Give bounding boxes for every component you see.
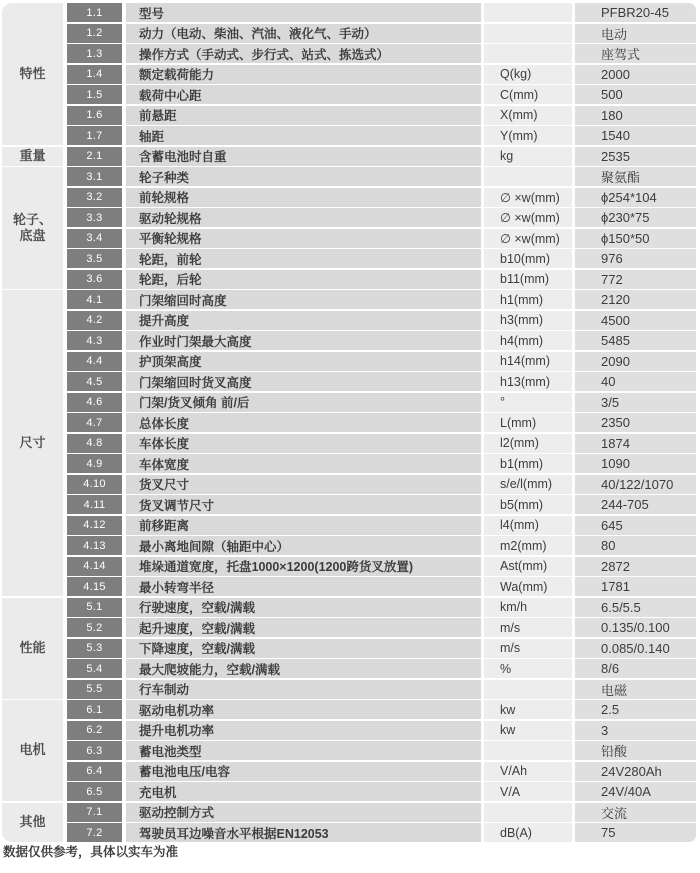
row-desc-cell: 车体长度 (126, 434, 481, 453)
table-row (67, 721, 696, 740)
row-desc-cell: 下降速度，空载/满载 (126, 639, 481, 658)
row-number-cell: 1.1 (67, 3, 122, 22)
row-unit-cell: ∅ ×w(mm) (484, 229, 572, 248)
row-value-cell: 4500 (575, 311, 696, 330)
row-desc-cell: 平衡轮规格 (126, 229, 481, 248)
row-desc-cell: 轴距 (126, 126, 481, 145)
row-number-cell: 4.15 (67, 577, 122, 596)
row-value-cell: ϕ150*50 (575, 229, 696, 248)
category-cell: 电机 (2, 700, 63, 801)
table-row (67, 147, 696, 166)
table-row (67, 331, 696, 350)
row-value-cell: 3/5 (575, 393, 696, 412)
table-row (67, 3, 696, 22)
table-row (67, 516, 696, 535)
row-unit-cell: X(mm) (484, 106, 572, 125)
row-number-cell: 4.6 (67, 393, 122, 412)
table-row (67, 495, 696, 514)
row-value-cell: 2.5 (575, 700, 696, 719)
row-number-cell: 4.3 (67, 331, 122, 350)
table-row (67, 680, 696, 699)
category-cell: 其他 (2, 803, 63, 843)
row-unit-cell (484, 3, 572, 22)
row-number-cell: 3.2 (67, 188, 122, 207)
spec-section (2, 290, 696, 596)
row-unit-cell (484, 44, 572, 63)
section-rows (67, 290, 696, 596)
table-row (67, 106, 696, 125)
row-unit-cell: V/Ah (484, 762, 572, 781)
row-value-cell: 5485 (575, 331, 696, 350)
row-number-cell: 1.2 (67, 24, 122, 43)
row-number-cell: 1.6 (67, 106, 122, 125)
table-row (67, 413, 696, 432)
section-rows (67, 803, 696, 843)
row-number-cell: 4.10 (67, 475, 122, 494)
table-row (67, 44, 696, 63)
row-value-cell: 2120 (575, 290, 696, 309)
table-row (67, 311, 696, 330)
row-value-cell: 24V/40A (575, 782, 696, 801)
row-value-cell: 645 (575, 516, 696, 535)
row-desc-cell: 轮距，前轮 (126, 249, 481, 268)
row-unit-cell: l4(mm) (484, 516, 572, 535)
row-value-cell: 座驾式 (575, 44, 696, 63)
row-unit-cell: Q(kg) (484, 65, 572, 84)
row-number-cell: 6.4 (67, 762, 122, 781)
row-unit-cell: l2(mm) (484, 434, 572, 453)
row-unit-cell: Ast(mm) (484, 557, 572, 576)
table-row (67, 803, 696, 822)
table-row (67, 659, 696, 678)
row-unit-cell: h3(mm) (484, 311, 572, 330)
row-number-cell: 2.1 (67, 147, 122, 166)
row-desc-cell: 总体长度 (126, 413, 481, 432)
row-desc-cell: 驾驶员耳边噪音水平根据EN12053 (126, 823, 481, 842)
table-row (67, 762, 696, 781)
row-value-cell: ϕ230*75 (575, 208, 696, 227)
row-number-cell: 3.1 (67, 167, 122, 186)
row-number-cell: 6.2 (67, 721, 122, 740)
row-unit-cell: ∅ ×w(mm) (484, 208, 572, 227)
row-desc-cell: 前轮规格 (126, 188, 481, 207)
row-unit-cell: C(mm) (484, 85, 572, 104)
table-row (67, 639, 696, 658)
row-number-cell: 4.4 (67, 352, 122, 371)
row-number-cell: 5.5 (67, 680, 122, 699)
row-value-cell: 2535 (575, 147, 696, 166)
row-desc-cell: 行车制动 (126, 680, 481, 699)
row-number-cell: 3.6 (67, 270, 122, 289)
row-value-cell: 交流 (575, 803, 696, 822)
row-desc-cell: 行驶速度，空载/满载 (126, 598, 481, 617)
row-value-cell: 40 (575, 372, 696, 391)
section-rows (67, 598, 696, 699)
table-row (67, 434, 696, 453)
row-value-cell: 40/122/1070 (575, 475, 696, 494)
row-desc-cell: 门架/货叉倾角 前/后 (126, 393, 481, 412)
row-value-cell: 500 (575, 85, 696, 104)
table-row (67, 352, 696, 371)
table-row (67, 393, 696, 412)
table-row (67, 188, 696, 207)
row-number-cell: 1.5 (67, 85, 122, 104)
row-unit-cell: L(mm) (484, 413, 572, 432)
table-row (67, 126, 696, 145)
row-number-cell: 4.8 (67, 434, 122, 453)
row-number-cell: 7.1 (67, 803, 122, 822)
row-unit-cell: h1(mm) (484, 290, 572, 309)
row-number-cell: 6.1 (67, 700, 122, 719)
row-value-cell: 180 (575, 106, 696, 125)
row-unit-cell (484, 741, 572, 760)
row-value-cell: 2090 (575, 352, 696, 371)
row-number-cell: 4.5 (67, 372, 122, 391)
category-cell: 尺寸 (2, 290, 63, 596)
table-row (67, 229, 696, 248)
table-row (67, 823, 696, 842)
section-rows (67, 700, 696, 801)
row-desc-cell: 轮子种类 (126, 167, 481, 186)
row-unit-cell: h4(mm) (484, 331, 572, 350)
row-number-cell: 3.3 (67, 208, 122, 227)
row-value-cell: 1781 (575, 577, 696, 596)
table-row (67, 65, 696, 84)
row-desc-cell: 含蓄电池时自重 (126, 147, 481, 166)
row-unit-cell: Y(mm) (484, 126, 572, 145)
table-row (67, 577, 696, 596)
spec-section (2, 598, 696, 699)
row-unit-cell: b10(mm) (484, 249, 572, 268)
row-desc-cell: 车体宽度 (126, 454, 481, 473)
row-number-cell: 4.2 (67, 311, 122, 330)
table-row (67, 24, 696, 43)
row-desc-cell: 提升高度 (126, 311, 481, 330)
row-number-cell: 4.14 (67, 557, 122, 576)
row-number-cell: 4.9 (67, 454, 122, 473)
row-unit-cell: s/e/l(mm) (484, 475, 572, 494)
row-unit-cell: kg (484, 147, 572, 166)
row-number-cell: 4.12 (67, 516, 122, 535)
row-desc-cell: 门架缩回时货叉高度 (126, 372, 481, 391)
row-value-cell: 80 (575, 536, 696, 555)
table-row (67, 85, 696, 104)
row-unit-cell (484, 680, 572, 699)
row-unit-cell: b11(mm) (484, 270, 572, 289)
row-desc-cell: 型号 (126, 3, 481, 22)
row-unit-cell: b1(mm) (484, 454, 572, 473)
row-value-cell: 772 (575, 270, 696, 289)
row-unit-cell: m/s (484, 639, 572, 658)
row-number-cell: 6.5 (67, 782, 122, 801)
row-value-cell: 75 (575, 823, 696, 842)
row-desc-cell: 蓄电池类型 (126, 741, 481, 760)
table-row (67, 167, 696, 186)
row-desc-cell: 驱动控制方式 (126, 803, 481, 822)
row-desc-cell: 护顶架高度 (126, 352, 481, 371)
spec-section (2, 167, 696, 289)
row-value-cell: 976 (575, 249, 696, 268)
row-desc-cell: 操作方式（手动式、步行式、站式、拣选式） (126, 44, 481, 63)
row-desc-cell: 起升速度，空载/满载 (126, 618, 481, 637)
table-row (67, 249, 696, 268)
table-row (67, 618, 696, 637)
row-value-cell: 电动 (575, 24, 696, 43)
row-number-cell: 1.7 (67, 126, 122, 145)
row-unit-cell: V/A (484, 782, 572, 801)
row-value-cell: 0.085/0.140 (575, 639, 696, 658)
row-value-cell: 8/6 (575, 659, 696, 678)
row-desc-cell: 驱动轮规格 (126, 208, 481, 227)
row-number-cell: 6.3 (67, 741, 122, 760)
category-cell: 性能 (2, 598, 63, 699)
row-unit-cell: km/h (484, 598, 572, 617)
spec-table (2, 3, 696, 844)
spec-section (2, 700, 696, 801)
row-desc-cell: 货叉调节尺寸 (126, 495, 481, 514)
row-number-cell: 5.2 (67, 618, 122, 637)
row-unit-cell (484, 803, 572, 822)
row-unit-cell: % (484, 659, 572, 678)
row-number-cell: 4.1 (67, 290, 122, 309)
row-value-cell: 244-705 (575, 495, 696, 514)
row-value-cell: 铅酸 (575, 741, 696, 760)
row-unit-cell: h13(mm) (484, 372, 572, 391)
row-value-cell: 1540 (575, 126, 696, 145)
row-number-cell: 1.4 (67, 65, 122, 84)
row-unit-cell: m2(mm) (484, 536, 572, 555)
row-desc-cell: 最小转弯半径 (126, 577, 481, 596)
row-desc-cell: 前移距离 (126, 516, 481, 535)
row-desc-cell: 最小离地间隙（轴距中心） (126, 536, 481, 555)
row-value-cell: 1090 (575, 454, 696, 473)
row-number-cell: 3.5 (67, 249, 122, 268)
table-row (67, 700, 696, 719)
row-unit-cell: ° (484, 393, 572, 412)
row-value-cell: 1874 (575, 434, 696, 453)
section-rows (67, 167, 696, 289)
row-value-cell: 0.135/0.100 (575, 618, 696, 637)
row-desc-cell: 货叉尺寸 (126, 475, 481, 494)
table-row (67, 536, 696, 555)
row-unit-cell: kw (484, 700, 572, 719)
section-rows (67, 147, 696, 166)
row-value-cell: 电磁 (575, 680, 696, 699)
row-desc-cell: 载荷中心距 (126, 85, 481, 104)
row-desc-cell: 驱动电机功率 (126, 700, 481, 719)
row-number-cell: 3.4 (67, 229, 122, 248)
row-value-cell: 2350 (575, 413, 696, 432)
table-row (67, 290, 696, 309)
row-unit-cell (484, 24, 572, 43)
row-number-cell: 5.3 (67, 639, 122, 658)
row-number-cell: 5.4 (67, 659, 122, 678)
row-value-cell: ϕ254*104 (575, 188, 696, 207)
row-value-cell: PFBR20-45 (575, 3, 696, 22)
row-number-cell: 5.1 (67, 598, 122, 617)
table-row (67, 782, 696, 801)
row-number-cell: 1.3 (67, 44, 122, 63)
row-desc-cell: 堆垛通道宽度，托盘1000×1200(1200跨货叉放置) (126, 557, 481, 576)
row-unit-cell (484, 167, 572, 186)
row-desc-cell: 动力（电动、柴油、汽油、液化气、手动） (126, 24, 481, 43)
row-value-cell: 聚氨酯 (575, 167, 696, 186)
spec-section (2, 147, 696, 166)
category-cell: 重量 (2, 147, 63, 166)
spec-section (2, 803, 696, 843)
table-row (67, 372, 696, 391)
table-row (67, 741, 696, 760)
row-number-cell: 7.2 (67, 823, 122, 842)
row-desc-cell: 前悬距 (126, 106, 481, 125)
row-unit-cell: dB(A) (484, 823, 572, 842)
row-value-cell: 24V280Ah (575, 762, 696, 781)
row-desc-cell: 最大爬坡能力，空载/满载 (126, 659, 481, 678)
row-value-cell: 3 (575, 721, 696, 740)
row-unit-cell: h14(mm) (484, 352, 572, 371)
row-value-cell: 2000 (575, 65, 696, 84)
section-rows (67, 3, 696, 145)
table-row (67, 598, 696, 617)
row-unit-cell: Wa(mm) (484, 577, 572, 596)
row-value-cell: 6.5/5.5 (575, 598, 696, 617)
row-desc-cell: 额定载荷能力 (126, 65, 481, 84)
row-desc-cell: 门架缩回时高度 (126, 290, 481, 309)
table-row (67, 557, 696, 576)
row-desc-cell: 提升电机功率 (126, 721, 481, 740)
row-number-cell: 4.11 (67, 495, 122, 514)
row-desc-cell: 作业时门架最大高度 (126, 331, 481, 350)
row-number-cell: 4.7 (67, 413, 122, 432)
table-row (67, 270, 696, 289)
category-cell: 特性 (2, 3, 63, 145)
table-row (67, 454, 696, 473)
row-value-cell: 2872 (575, 557, 696, 576)
row-unit-cell: b5(mm) (484, 495, 572, 514)
spec-section (2, 3, 696, 145)
row-unit-cell: ∅ ×w(mm) (484, 188, 572, 207)
row-desc-cell: 充电机 (126, 782, 481, 801)
row-number-cell: 4.13 (67, 536, 122, 555)
row-desc-cell: 轮距，后轮 (126, 270, 481, 289)
table-row (67, 475, 696, 494)
row-unit-cell: kw (484, 721, 572, 740)
table-row (67, 208, 696, 227)
category-cell: 轮子、底盘 (2, 167, 63, 289)
footnote-text: 数据仅供参考，具体以实车为准 (3, 845, 179, 859)
row-desc-cell: 蓄电池电压/电容 (126, 762, 481, 781)
row-unit-cell: m/s (484, 618, 572, 637)
